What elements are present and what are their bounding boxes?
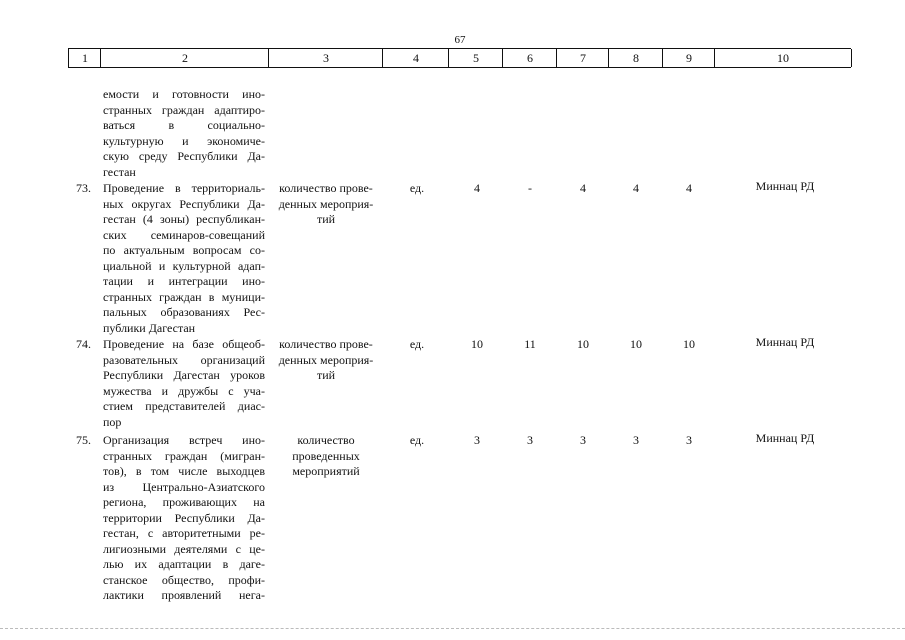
desc-line: циальной и культурной адап- [103, 258, 265, 273]
header-col-3: 3 [268, 49, 383, 67]
row-75-value-9: 3 [686, 433, 692, 447]
row-73-description [103, 181, 265, 336]
row-74-executor: Миннац РД [755, 335, 815, 349]
row-74-description [103, 337, 265, 430]
desc-line: Организация встреч ино- [103, 433, 265, 447]
desc-line: Республики Дагестан уроков [103, 368, 265, 382]
desc-line: публики Дагестан [103, 320, 196, 335]
desc-line: ваться в социально- [103, 118, 265, 132]
header-col-10: 10 [714, 49, 852, 67]
header-col-8: 8 [608, 49, 663, 67]
page-bottom-edge [0, 628, 905, 629]
row-75-value-5: 3 [474, 433, 480, 447]
header-col-1: 1 [68, 49, 101, 67]
row-73-value-6: - [528, 181, 532, 195]
row-74-value-6: 11 [524, 337, 536, 351]
indicator-line: количество прове- [279, 337, 373, 351]
desc-line: лигиозными деятелями с це- [103, 541, 265, 556]
indicator-line: тий [316, 212, 336, 226]
row-75-value-8: 3 [633, 433, 639, 447]
desc-line: гестан, с авторитетными ре- [103, 526, 265, 540]
desc-line: станское общество, профи- [103, 572, 265, 587]
row-73-indicator [270, 181, 382, 228]
table-header [68, 48, 851, 68]
continuation-description [103, 87, 265, 180]
indicator-line: мероприятий [292, 464, 360, 478]
row-75-unit: ед. [409, 433, 425, 447]
desc-line: гестан (4 зоны) республикан- [103, 212, 265, 226]
desc-line: странных граждан в муници- [103, 289, 265, 304]
indicator-line: проведенных [292, 448, 360, 463]
header-col-4: 4 [382, 49, 449, 67]
row-74-value-5: 10 [471, 337, 483, 351]
header-col-9: 9 [662, 49, 715, 67]
desc-line: лью их адаптации в даге- [103, 557, 265, 571]
row-75-value-6: 3 [527, 433, 533, 447]
row-75-executor: Миннац РД [755, 431, 815, 445]
desc-line: ных округах Республики Да- [103, 196, 265, 211]
row-73-value-9: 4 [686, 181, 692, 195]
desc-line: мужества и дружбы с уча- [103, 383, 265, 398]
row-73-value-7: 4 [580, 181, 586, 195]
row-75-description [103, 433, 265, 604]
desc-line: скую среду Республики Да- [103, 149, 265, 163]
desc-line: Проведение на базе общеоб- [103, 337, 265, 351]
desc-line: емости и готовности ино- [103, 87, 265, 101]
row-73-executor: Миннац РД [755, 179, 815, 193]
row-73-value-5: 4 [474, 181, 480, 195]
header-col-6: 6 [502, 49, 557, 67]
desc-line: гестан [103, 164, 136, 179]
indicator-line: тий [316, 368, 336, 382]
header-col-7: 7 [556, 49, 609, 67]
desc-line: тов), в том числе выходцев [103, 464, 265, 478]
row-73-value-8: 4 [633, 181, 639, 195]
indicator-line: количество прове- [279, 181, 373, 195]
row-75-indicator [270, 433, 382, 480]
header-col-5: 5 [448, 49, 503, 67]
indicator-line: количество [297, 433, 355, 447]
row-number-73: 73. [76, 181, 91, 195]
row-74-unit: ед. [409, 337, 425, 351]
page-number: 67 [454, 34, 466, 46]
desc-line: региона, проживающих на [103, 495, 265, 509]
desc-line: территории Республики Да- [103, 510, 265, 525]
row-75-value-7: 3 [580, 433, 586, 447]
desc-line: стием представителей диас- [103, 399, 265, 413]
indicator-line: денных мероприя- [278, 352, 374, 367]
row-number-74: 74. [76, 337, 91, 351]
desc-line: из Центрально-Азиатского [103, 479, 265, 494]
desc-line: Проведение в территориаль- [103, 181, 265, 195]
row-74-indicator [270, 337, 382, 384]
desc-line: странных граждан адаптиро- [103, 102, 265, 117]
header-col-2: 2 [100, 49, 269, 67]
row-number-75: 75. [76, 433, 91, 447]
row-74-value-7: 10 [577, 337, 589, 351]
row-73-unit: ед. [409, 181, 425, 195]
desc-line: тации и интеграции ино- [103, 274, 265, 288]
desc-line: по актуальным вопросам со- [103, 243, 265, 257]
desc-line: ских семинаров-совещаний [103, 227, 265, 242]
desc-line: культурную и экономиче- [103, 133, 265, 148]
desc-line: пальных образованиях Рес- [103, 305, 265, 319]
desc-line: странных граждан (мигран- [103, 448, 265, 463]
row-74-value-9: 10 [683, 337, 695, 351]
desc-line: разовательных организаций [103, 352, 265, 367]
row-74-value-8: 10 [630, 337, 642, 351]
indicator-line: денных мероприя- [278, 196, 374, 211]
desc-line: лактики проявлений нега- [103, 588, 265, 602]
desc-line: пор [103, 414, 122, 429]
